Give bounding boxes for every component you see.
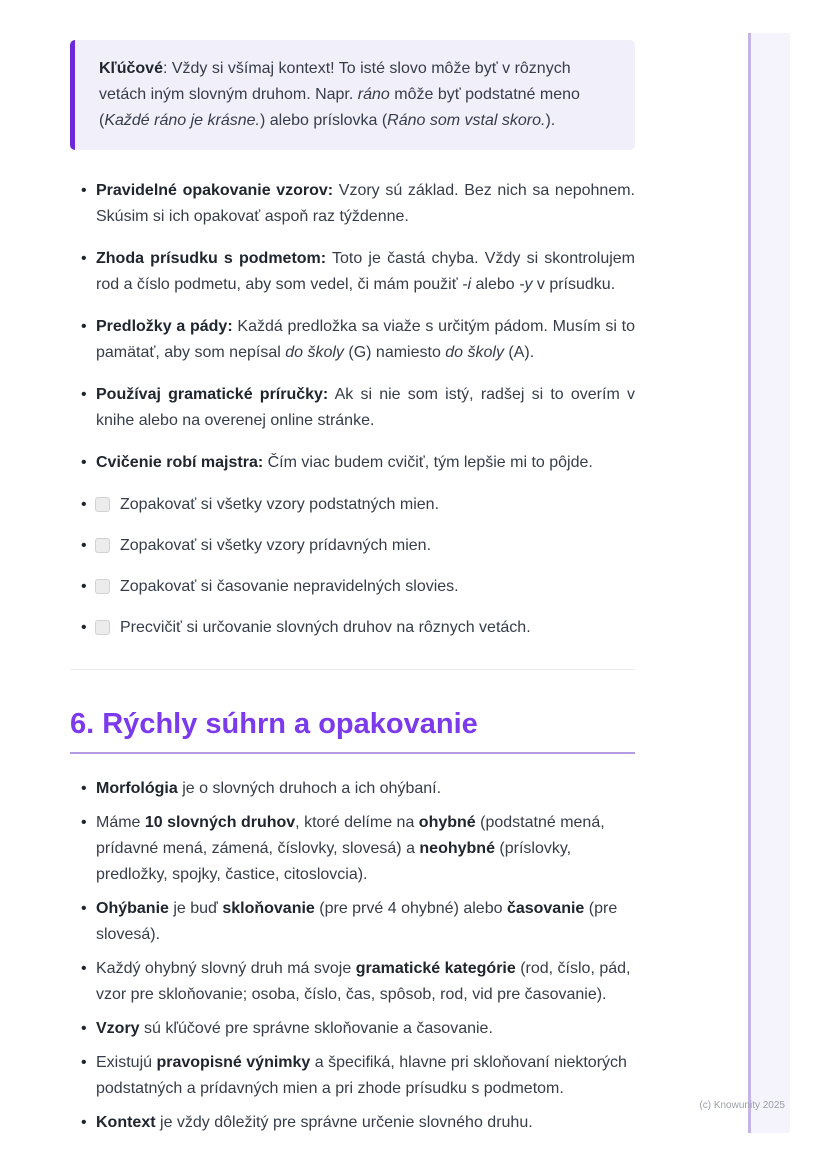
text-run: , ktoré delíme na bbox=[295, 814, 419, 831]
checklist-label: Zopakovať si všetky vzory podstatných mien. bbox=[120, 496, 440, 513]
bold-text: Ohýbanie bbox=[96, 900, 169, 917]
section-divider bbox=[70, 669, 635, 670]
list-item bbox=[70, 1050, 635, 1102]
text-run: alebo bbox=[471, 276, 520, 293]
bold-text: Zhoda prísudku s podmetom: bbox=[96, 250, 327, 267]
summary-list bbox=[70, 776, 635, 1136]
text-run: (rod, číslo, pád, vzor pre skloňovanie; osoba, číslo, čas, spôsob, rod, vid pre časovanie). bbox=[96, 960, 631, 1003]
text-run: je o slovných druhoch a ich ohýbaní. bbox=[177, 780, 442, 797]
checkbox-icon[interactable] bbox=[95, 497, 110, 512]
list-item bbox=[70, 382, 635, 434]
bold-text: Vzory bbox=[96, 1020, 140, 1037]
text-run: ). bbox=[545, 112, 556, 129]
text-run: (pre prvé 4 ohybné) alebo bbox=[314, 900, 507, 917]
checklist-label: Zopakovať si časovanie nepravidelných slovies. bbox=[120, 578, 459, 595]
text-run: Toto je častá chyba. Vždy si skontrolujem rod a číslo podmetu, aby som vedel, či mám použiť bbox=[96, 250, 636, 293]
text-run: Ak si nie som istý, radšej si to overím v knihe alebo na overenej online stránke. bbox=[96, 386, 635, 429]
list-item bbox=[70, 178, 635, 230]
italic-text: Ráno som vstal skoro. bbox=[387, 112, 546, 129]
bold-text: skloňovanie bbox=[222, 900, 315, 917]
checkbox-icon[interactable] bbox=[95, 538, 110, 553]
bold-text: 10 slovných druhov bbox=[144, 814, 296, 831]
text-run: Každý ohybný slovný druh má svoje bbox=[96, 960, 356, 977]
text-run: : Vždy si všímaj kontext! To isté slovo môže byť v rôznych vetách iným slovným druhom. Napr. bbox=[99, 60, 571, 103]
text-run: Každá predložka sa viaže s určitým pádom. Musím si to pamätať, aby som nepísal bbox=[96, 318, 636, 361]
checkbox-icon[interactable] bbox=[95, 620, 110, 635]
page-content bbox=[70, 40, 635, 1144]
list-item bbox=[70, 1016, 635, 1042]
text-run: (pre slovesá). bbox=[96, 900, 618, 943]
italic-text: do školy bbox=[285, 344, 344, 361]
italic-text: ráno bbox=[357, 86, 390, 103]
list-item bbox=[70, 450, 635, 476]
text-run: (podstatné mená, prídavné mená, zámená, číslovky, slovesá) a bbox=[96, 814, 605, 857]
bold-text: Morfológia bbox=[96, 780, 178, 797]
text-run: (A). bbox=[503, 344, 535, 361]
text-run: je vždy dôležitý pre správne určenie slovného druhu. bbox=[155, 1114, 533, 1131]
checklist-label: Precvičiť si určovanie slovných druhov na rôznych vetách. bbox=[120, 619, 531, 636]
text-run: ) alebo príslovka ( bbox=[259, 112, 388, 129]
bold-text: časovanie bbox=[506, 900, 585, 917]
bold-text: gramatické kategórie bbox=[355, 960, 516, 977]
text-run: je buď bbox=[168, 900, 223, 917]
italic-text: Každé ráno je krásne. bbox=[104, 112, 260, 129]
text-run: Čím viac budem cvičiť, tým lepšie mi to pôjde. bbox=[263, 454, 593, 471]
bold-text: pravopisné výnimky bbox=[156, 1054, 311, 1071]
list-item bbox=[70, 896, 635, 948]
checklist-item bbox=[70, 492, 635, 518]
section-heading: 6. Rýchly súhrn a opakovanie bbox=[70, 708, 635, 754]
list-item bbox=[70, 314, 635, 366]
text-run: (G) namiesto bbox=[343, 344, 446, 361]
text-run: a špecifiká, hlavne pri skloňovaní niektorých podstatných a prídavných mien a pri zhode prísudku s podmetom. bbox=[96, 1054, 627, 1097]
list-item bbox=[70, 246, 635, 298]
key-callout bbox=[70, 40, 635, 150]
text-run: sú kľúčové pre správne skloňovanie a časovanie. bbox=[139, 1020, 493, 1037]
bold-text: Kľúčové bbox=[99, 60, 163, 77]
bold-text: Cvičenie robí majstra: bbox=[96, 454, 264, 471]
checklist-label: Zopakovať si všetky vzory prídavných mien. bbox=[120, 537, 432, 554]
list-item bbox=[70, 956, 635, 1008]
task-checklist bbox=[70, 492, 635, 641]
checklist-item bbox=[70, 533, 635, 559]
list-item bbox=[70, 810, 635, 888]
bold-text: Používaj gramatické príručky: bbox=[96, 386, 329, 403]
text-run: v prísudku. bbox=[532, 276, 616, 293]
text-run: (príslovky, predložky, spojky, častice, citoslovcia). bbox=[96, 840, 572, 883]
checkbox-icon[interactable] bbox=[95, 579, 110, 594]
tips-list bbox=[70, 178, 635, 476]
bold-text: Pravidelné opakovanie vzorov: bbox=[96, 182, 334, 199]
italic-text: do školy bbox=[445, 344, 504, 361]
italic-text: -y bbox=[519, 276, 533, 293]
checklist-item bbox=[70, 574, 635, 600]
callout-text bbox=[99, 56, 611, 134]
list-item bbox=[70, 1110, 635, 1136]
list-item bbox=[70, 776, 635, 802]
text-run: Vzory sú základ. Bez nich sa nepohnem. Skúsim si ich opakovať aspoň raz týždenne. bbox=[96, 182, 635, 225]
bold-text: Predložky a pády: bbox=[96, 318, 233, 335]
bold-text: ohybné bbox=[418, 814, 476, 831]
bold-text: neohybné bbox=[419, 840, 495, 857]
bold-text: Kontext bbox=[96, 1114, 156, 1131]
text-run: Existujú bbox=[96, 1054, 157, 1071]
next-page-edge bbox=[748, 33, 790, 1133]
italic-text: -i bbox=[462, 276, 472, 293]
checklist-item bbox=[70, 615, 635, 641]
text-run: Máme bbox=[96, 814, 145, 831]
copyright-footer: (c) Knowunity 2025 bbox=[699, 1100, 785, 1111]
text-run: môže byť podstatné meno ( bbox=[99, 86, 580, 129]
